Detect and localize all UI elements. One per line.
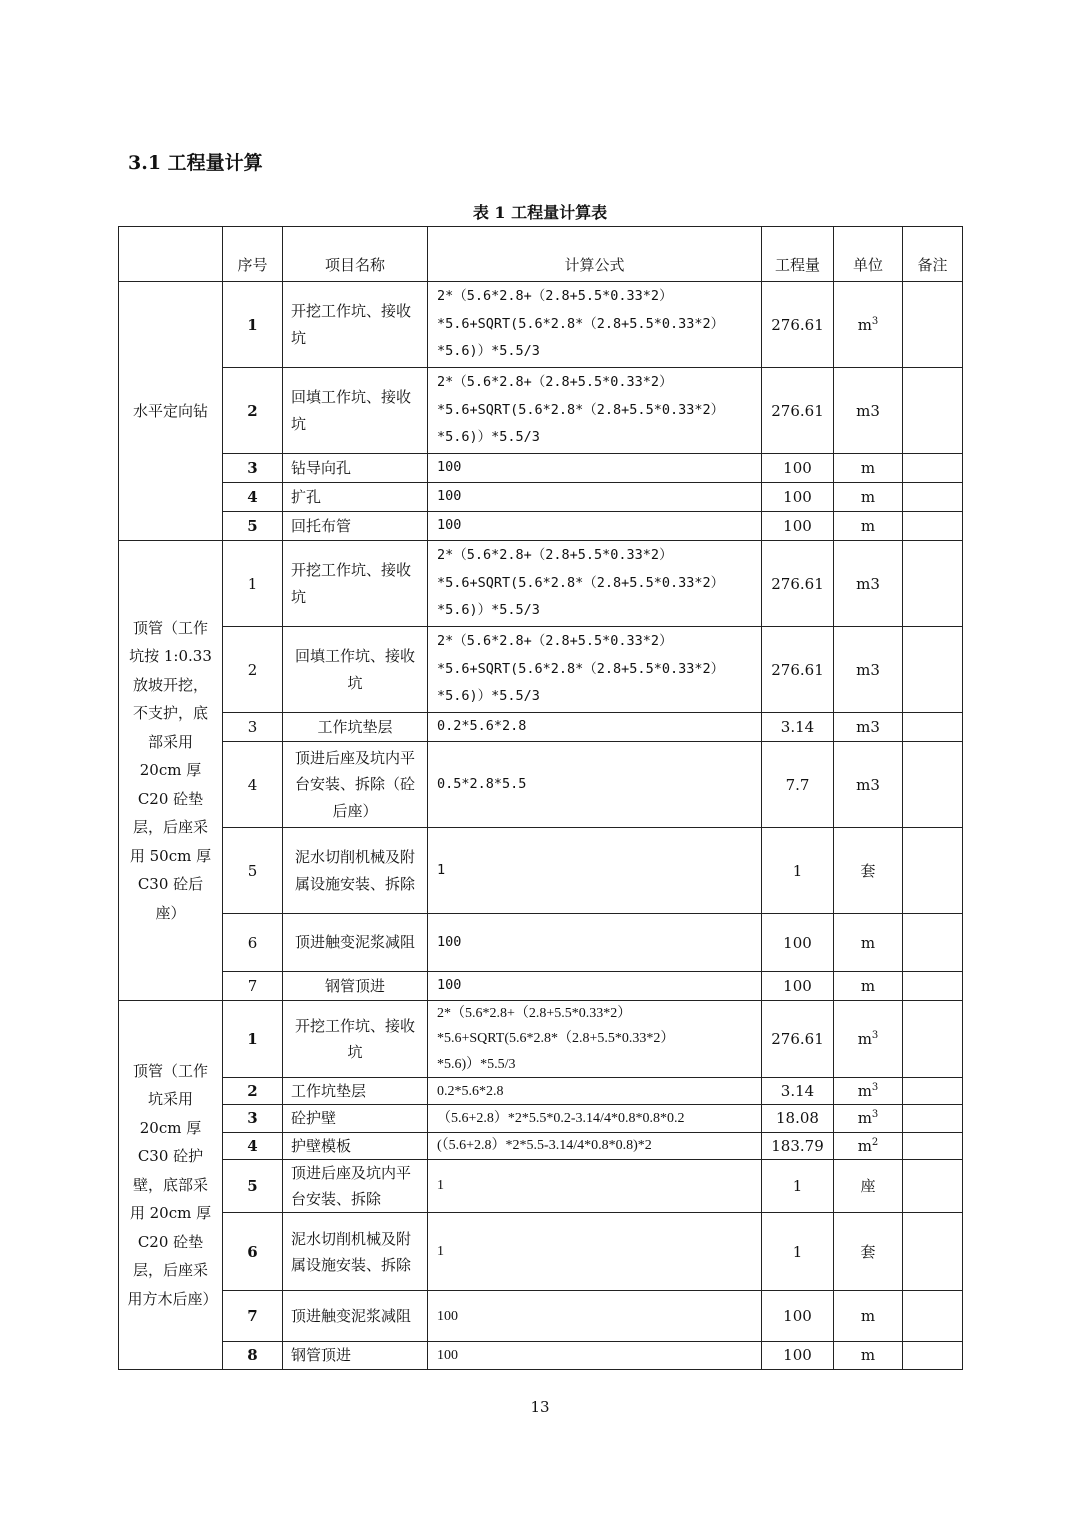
formula-cell [428,1291,762,1342]
quantity-value: 276.61 [762,368,834,454]
table-row [119,1078,963,1105]
item-name: 钢管顶进 [283,972,428,1001]
item-name: 顶进触变泥浆减阻 [283,914,428,972]
table-row [119,828,963,914]
unit-cell [834,483,903,512]
formula-line: 100 [437,488,462,505]
formula-line: *5.6)）*5.5/3 [437,429,540,446]
row-number: 1 [223,282,283,368]
formula-line: *5.6)）*5.5/3 [437,343,540,360]
formula-line: 0.5*2.8*5.5 [437,775,527,792]
item-name: 泥水切削机械及附属设施安装、拆除 [283,828,428,914]
formula-cell [428,828,762,914]
formula-line: （5.6+2.8）*2*5.5*0.2-3.14/4*0.8*0.8*0.2 [437,1110,685,1126]
row-number: 7 [223,972,283,1001]
unit-cell [834,541,903,627]
header-no: 序号 [223,227,283,282]
formula-cell [428,713,762,742]
unit-value: 座 [860,1177,876,1195]
quantity-value: 100 [762,512,834,541]
header-category [119,227,223,282]
item-name: 开挖工作坑、接收坑 [283,541,428,627]
unit-value: m [860,488,876,506]
item-name: 回填工作坑、接收坑 [283,627,428,713]
row-number: 6 [223,1213,283,1291]
formula-cell [428,282,762,368]
header-unit: 单位 [834,227,903,282]
unit-cell [834,1159,903,1213]
item-name: 顶进后座及坑内平台安装、拆除 [283,1159,428,1213]
formula-line: 100 [437,1308,458,1324]
table-caption: 表 1 工程量计算表 [472,203,608,222]
note-cell [903,483,963,512]
unit-value: m [857,1109,872,1128]
row-number: 8 [223,1342,283,1369]
note-cell [903,828,963,914]
unit-cell [834,1132,903,1159]
note-cell [903,1132,963,1159]
table-row [119,512,963,541]
table-row [119,1291,963,1342]
item-name: 回托布管 [283,512,428,541]
unit-value: m [860,933,876,952]
row-number: 5 [223,1159,283,1213]
header-note: 备注 [903,227,963,282]
item-name: 顶进后座及坑内平台安装、拆除（砼后座） [283,742,428,828]
table-row [119,282,963,368]
table-row [119,483,963,512]
note-cell [903,627,963,713]
table-row [119,368,963,454]
note-cell [903,1291,963,1342]
quantity-value: 1 [762,1213,834,1291]
row-number: 4 [223,483,283,512]
unit-value: m3 [856,401,880,420]
formula-cell [428,512,762,541]
note-cell [903,1078,963,1105]
unit-value: m3 [856,775,880,794]
formula-cell [428,1105,762,1132]
unit-cell [834,914,903,972]
formula-line: *5.6)）*5.5/3 [437,602,540,619]
formula-cell [428,1213,762,1291]
formula-line: 1 [437,861,446,878]
unit-cell [834,282,903,368]
formula-line: *5.6)）*5.5/3 [437,688,540,705]
unit-value: m3 [856,718,880,736]
unit-cell [834,1291,903,1342]
table-row [119,1105,963,1132]
formula-cell [428,627,762,713]
unit-value: m [860,1307,876,1326]
formula-line: 2*（5.6*2.8+（2.8+5.5*0.33*2） [437,373,673,390]
formula-cell [428,483,762,512]
quantity-value: 7.7 [762,742,834,828]
item-name: 开挖工作坑、接收坑 [283,1001,428,1078]
formula-line: 100 [437,517,462,534]
item-name: 顶进触变泥浆减阻 [283,1291,428,1342]
quantity-value: 100 [762,1342,834,1369]
unit-cell [834,742,903,828]
unit-cell [834,512,903,541]
note-cell [903,972,963,1001]
formula-line: *5.6+SQRT(5.6*2.8*（2.8+5.5*0.33*2） [437,315,725,332]
quantity-value: 100 [762,914,834,972]
quantity-value: 1 [762,828,834,914]
formula-line: *5.6+SQRT(5.6*2.8*（2.8+5.5*0.33*2） [437,1031,675,1047]
formula-cell [428,368,762,454]
unit-value: m [860,459,876,477]
unit-value: 套 [860,861,876,880]
unit-cell [834,972,903,1001]
table-row [119,1213,963,1291]
table-header-row [119,227,963,282]
table-row [119,627,963,713]
formula-cell [428,1078,762,1105]
note-cell [903,368,963,454]
group-label [119,1001,223,1370]
row-number: 2 [223,627,283,713]
formula-cell [428,1342,762,1369]
unit-cell [834,1213,903,1291]
group-label [119,282,223,541]
note-cell [903,454,963,483]
unit-value: m [857,1082,872,1101]
unit-value: m [857,315,872,334]
note-cell [903,541,963,627]
group-label [119,541,223,1001]
formula-line: 2*（5.6*2.8+（2.8+5.5*0.33*2） [437,546,673,563]
quantity-value: 100 [762,972,834,1001]
formula-line: 2*（5.6*2.8+（2.8+5.5*0.33*2） [437,287,673,304]
quantity-value: 1 [762,1159,834,1213]
unit-cell [834,828,903,914]
note-cell [903,713,963,742]
quantity-value: 100 [762,483,834,512]
unit-cell [834,454,903,483]
note-cell [903,1159,963,1213]
row-number: 3 [223,1105,283,1132]
header-quantity: 工程量 [762,227,834,282]
unit-value: m3 [856,660,880,679]
unit-cell [834,1105,903,1132]
formula-line: 2*（5.6*2.8+（2.8+5.5*0.33*2） [437,1006,632,1022]
quantity-value: 3.14 [762,1078,834,1105]
item-name: 护壁模板 [283,1132,428,1159]
unit-value: m3 [856,574,880,593]
row-number: 3 [223,454,283,483]
item-name: 钢管顶进 [283,1342,428,1369]
section-title: 3.1 工程量计算 [128,152,263,174]
formula-cell [428,1132,762,1159]
formula-cell [428,454,762,483]
formula-line: *5.6)）*5.5/3 [437,1056,516,1072]
formula-cell [428,742,762,828]
group-label-text: 顶管（工作坑采用 20cm 厚 C30 砼护壁，底部采用 20cm 厚 C20 砼垫层，后座采用方木后座） [127,1061,218,1308]
item-name: 工作坑垫层 [283,1078,428,1105]
quantity-value: 183.79 [762,1132,834,1159]
note-cell [903,914,963,972]
unit-superscript: 3 [871,1030,879,1041]
formula-line: 1 [437,1244,444,1260]
table-row [119,1342,963,1369]
formula-line: 100 [437,977,462,994]
quantity-value: 100 [762,1291,834,1342]
row-number: 2 [223,1078,283,1105]
unit-superscript: 3 [871,1109,879,1121]
formula-cell [428,541,762,627]
table-row [119,914,963,972]
quantity-value: 100 [762,454,834,483]
note-cell [903,1342,963,1369]
row-number: 1 [223,541,283,627]
unit-value: m [860,1346,876,1365]
note-cell [903,1001,963,1078]
unit-cell [834,713,903,742]
table-row [119,1159,963,1213]
unit-cell [834,1342,903,1369]
note-cell [903,742,963,828]
item-name: 砼护壁 [283,1105,428,1132]
unit-superscript: 3 [871,1082,879,1094]
formula-line: 0.2*5.6*2.8 [437,718,527,735]
table-row [119,972,963,1001]
formula-line: *5.6+SQRT(5.6*2.8*（2.8+5.5*0.33*2） [437,660,725,677]
formula-line: 0.2*5.6*2.8 [437,1083,504,1099]
formula-line: 100 [437,459,462,476]
formula-line: 1 [437,1178,444,1194]
table-row [119,1132,963,1159]
item-name: 钻导向孔 [283,454,428,483]
item-name: 泥水切削机械及附属设施安装、拆除 [283,1213,428,1291]
quantity-value: 276.61 [762,1001,834,1078]
formula-cell [428,1159,762,1213]
formula-line: (（5.6+2.8）*2*5.5-3.14/4*0.8*0.8)*2 [437,1138,652,1154]
unit-cell [834,368,903,454]
group-label-text: 水平定向钻 [132,401,208,420]
table-row [119,713,963,742]
table-body [119,282,963,1370]
row-number: 5 [223,828,283,914]
item-name: 回填工作坑、接收坑 [283,368,428,454]
quantity-value: 276.61 [762,541,834,627]
row-number: 2 [223,368,283,454]
unit-superscript: 3 [871,315,879,327]
quantity-value: 276.61 [762,282,834,368]
item-name: 工作坑垫层 [283,713,428,742]
unit-value: m [860,977,876,995]
table-row [119,1001,963,1078]
table-row [119,454,963,483]
quantity-value: 18.08 [762,1105,834,1132]
note-cell [903,1105,963,1132]
unit-superscript: 2 [871,1136,879,1148]
formula-cell [428,1001,762,1078]
page-number: 13 [530,1398,550,1416]
unit-value: m [857,1030,872,1048]
unit-value: 套 [860,1242,876,1261]
unit-value: m [857,1136,872,1155]
header-name: 项目名称 [283,227,428,282]
unit-cell [834,1001,903,1078]
quantity-value: 276.61 [762,627,834,713]
quantity-value: 3.14 [762,713,834,742]
unit-value: m [860,517,876,535]
note-cell [903,512,963,541]
formula-cell [428,914,762,972]
group-label-text: 顶管（工作坑按 1:0.33 放坡开挖，不支护，底部采用 20cm 厚 C20 砼垫层，后座采用 50cm 厚 C30 砼后座） [129,618,212,922]
row-number: 1 [223,1001,283,1078]
table-row [119,742,963,828]
formula-cell [428,972,762,1001]
row-number: 3 [223,713,283,742]
row-number: 6 [223,914,283,972]
item-name: 扩孔 [283,483,428,512]
row-number: 4 [223,1132,283,1159]
quantity-table [118,226,963,1370]
unit-cell [834,627,903,713]
row-number: 5 [223,512,283,541]
item-name: 开挖工作坑、接收坑 [283,282,428,368]
table-row [119,541,963,627]
formula-line: 100 [437,1347,458,1363]
row-number: 4 [223,742,283,828]
header-formula: 计算公式 [428,227,762,282]
note-cell [903,1213,963,1291]
formula-line: 100 [437,933,462,950]
formula-line: *5.6+SQRT(5.6*2.8*（2.8+5.5*0.33*2） [437,401,725,418]
note-cell [903,282,963,368]
row-number: 7 [223,1291,283,1342]
formula-line: 2*（5.6*2.8+（2.8+5.5*0.33*2） [437,632,673,649]
unit-cell [834,1078,903,1105]
formula-line: *5.6+SQRT(5.6*2.8*（2.8+5.5*0.33*2） [437,574,725,591]
